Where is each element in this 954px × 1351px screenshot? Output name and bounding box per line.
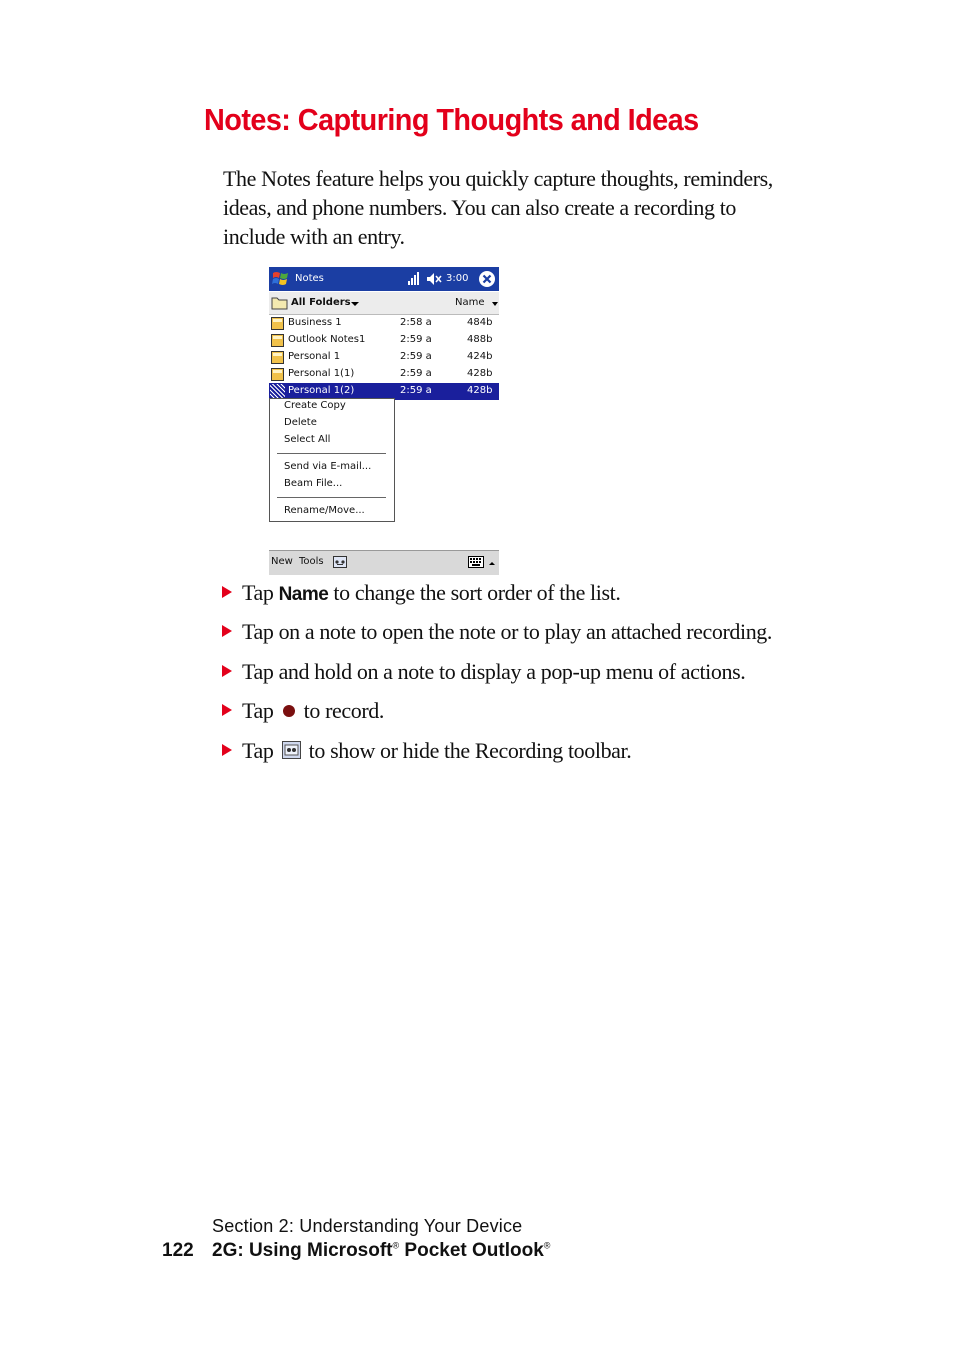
new-button[interactable]: New: [271, 556, 293, 567]
folder-filter-bar: [269, 292, 499, 315]
page-title: Notes: Capturing Thoughts and Ideas: [204, 102, 699, 137]
chevron-down-icon[interactable]: [351, 302, 359, 306]
note-size: 428b: [467, 368, 493, 379]
note-icon: [270, 333, 285, 348]
note-icon: [270, 350, 285, 365]
app-title: Notes: [295, 273, 324, 284]
note-name: Personal 1(2): [288, 385, 355, 396]
note-time: 2:59 a: [400, 368, 432, 379]
note-name: Personal 1: [288, 351, 341, 362]
menu-divider: [277, 497, 386, 498]
bullet-record: Tap to record.: [222, 698, 384, 724]
name-keyword: Name: [278, 584, 329, 605]
intro-paragraph: The Notes feature helps you quickly capture thoughts, reminders, ideas, and phone numbers. You can also create a recording to include with an entry.: [223, 166, 773, 249]
chevron-down-icon[interactable]: [492, 302, 498, 306]
bullet-arrow-icon: [222, 665, 232, 677]
folder-icon: [271, 295, 288, 310]
note-icon: [270, 384, 285, 399]
note-time: 2:59 a: [400, 385, 432, 396]
recording-toolbar-icon: [282, 741, 301, 759]
note-size: 424b: [467, 351, 493, 362]
menu-item-rename-move[interactable]: Rename/Move...: [284, 505, 365, 516]
note-size: 488b: [467, 334, 493, 345]
note-time: 2:59 a: [400, 334, 432, 345]
note-icon: [270, 316, 285, 331]
bullet-open-note: Tap on a note to open the note or to play an attached recording.: [222, 619, 772, 645]
volume-icon[interactable]: [426, 272, 442, 286]
list-item[interactable]: [269, 332, 499, 349]
signal-icon[interactable]: [407, 272, 421, 286]
chevron-up-icon[interactable]: [488, 558, 496, 570]
footer-section: Section 2: Understanding Your Device: [212, 1216, 523, 1236]
context-menu: [269, 398, 395, 522]
note-name: Business 1: [288, 317, 342, 328]
menu-item-delete[interactable]: Delete: [284, 417, 317, 428]
recording-toolbar-icon[interactable]: [333, 556, 347, 568]
menu-divider: [277, 453, 386, 454]
menu-item-send-email[interactable]: Send via E-mail...: [284, 461, 372, 472]
list-item[interactable]: [269, 315, 499, 332]
keyboard-icon[interactable]: [468, 556, 484, 568]
bullet-popup-menu: Tap and hold on a note to display a pop-up menu of actions.: [222, 659, 745, 685]
list-item[interactable]: [269, 349, 499, 366]
sort-dropdown[interactable]: Name: [455, 297, 485, 308]
footer-chapter: 2G: Using Microsoft® Pocket Outlook®: [212, 1240, 551, 1261]
page-number: 122: [162, 1240, 194, 1261]
bullet-sort: Tap Name to change the sort order of the list.: [222, 580, 620, 606]
bullet-arrow-icon: [222, 744, 232, 756]
close-icon[interactable]: [478, 270, 496, 288]
menu-item-select-all[interactable]: Select All: [284, 434, 331, 445]
tools-menu[interactable]: Tools: [299, 556, 324, 567]
menu-item-create-copy[interactable]: Create Copy: [284, 400, 346, 411]
note-time: 2:59 a: [400, 351, 432, 362]
command-bar: [269, 550, 499, 575]
clock[interactable]: 3:00: [446, 273, 469, 284]
title-bar: [269, 267, 499, 291]
windows-start-icon[interactable]: [271, 270, 291, 288]
note-icon: [270, 367, 285, 382]
note-size: 484b: [467, 317, 493, 328]
bullet-arrow-icon: [222, 586, 232, 598]
bullet-arrow-icon: [222, 625, 232, 637]
list-item[interactable]: [269, 366, 499, 383]
folder-dropdown[interactable]: All Folders: [291, 297, 351, 308]
note-time: 2:58 a: [400, 317, 432, 328]
note-name: Outlook Notes1: [288, 334, 366, 345]
bullet-arrow-icon: [222, 704, 232, 716]
note-name: Personal 1(1): [288, 368, 355, 379]
notes-app-screenshot: [269, 267, 499, 574]
menu-item-beam-file[interactable]: Beam File...: [284, 478, 343, 489]
record-icon: [283, 705, 295, 717]
note-size: 428b: [467, 385, 493, 396]
bullet-recording-toolbar: Tap to show or hide the Recording toolbar.: [222, 738, 631, 764]
